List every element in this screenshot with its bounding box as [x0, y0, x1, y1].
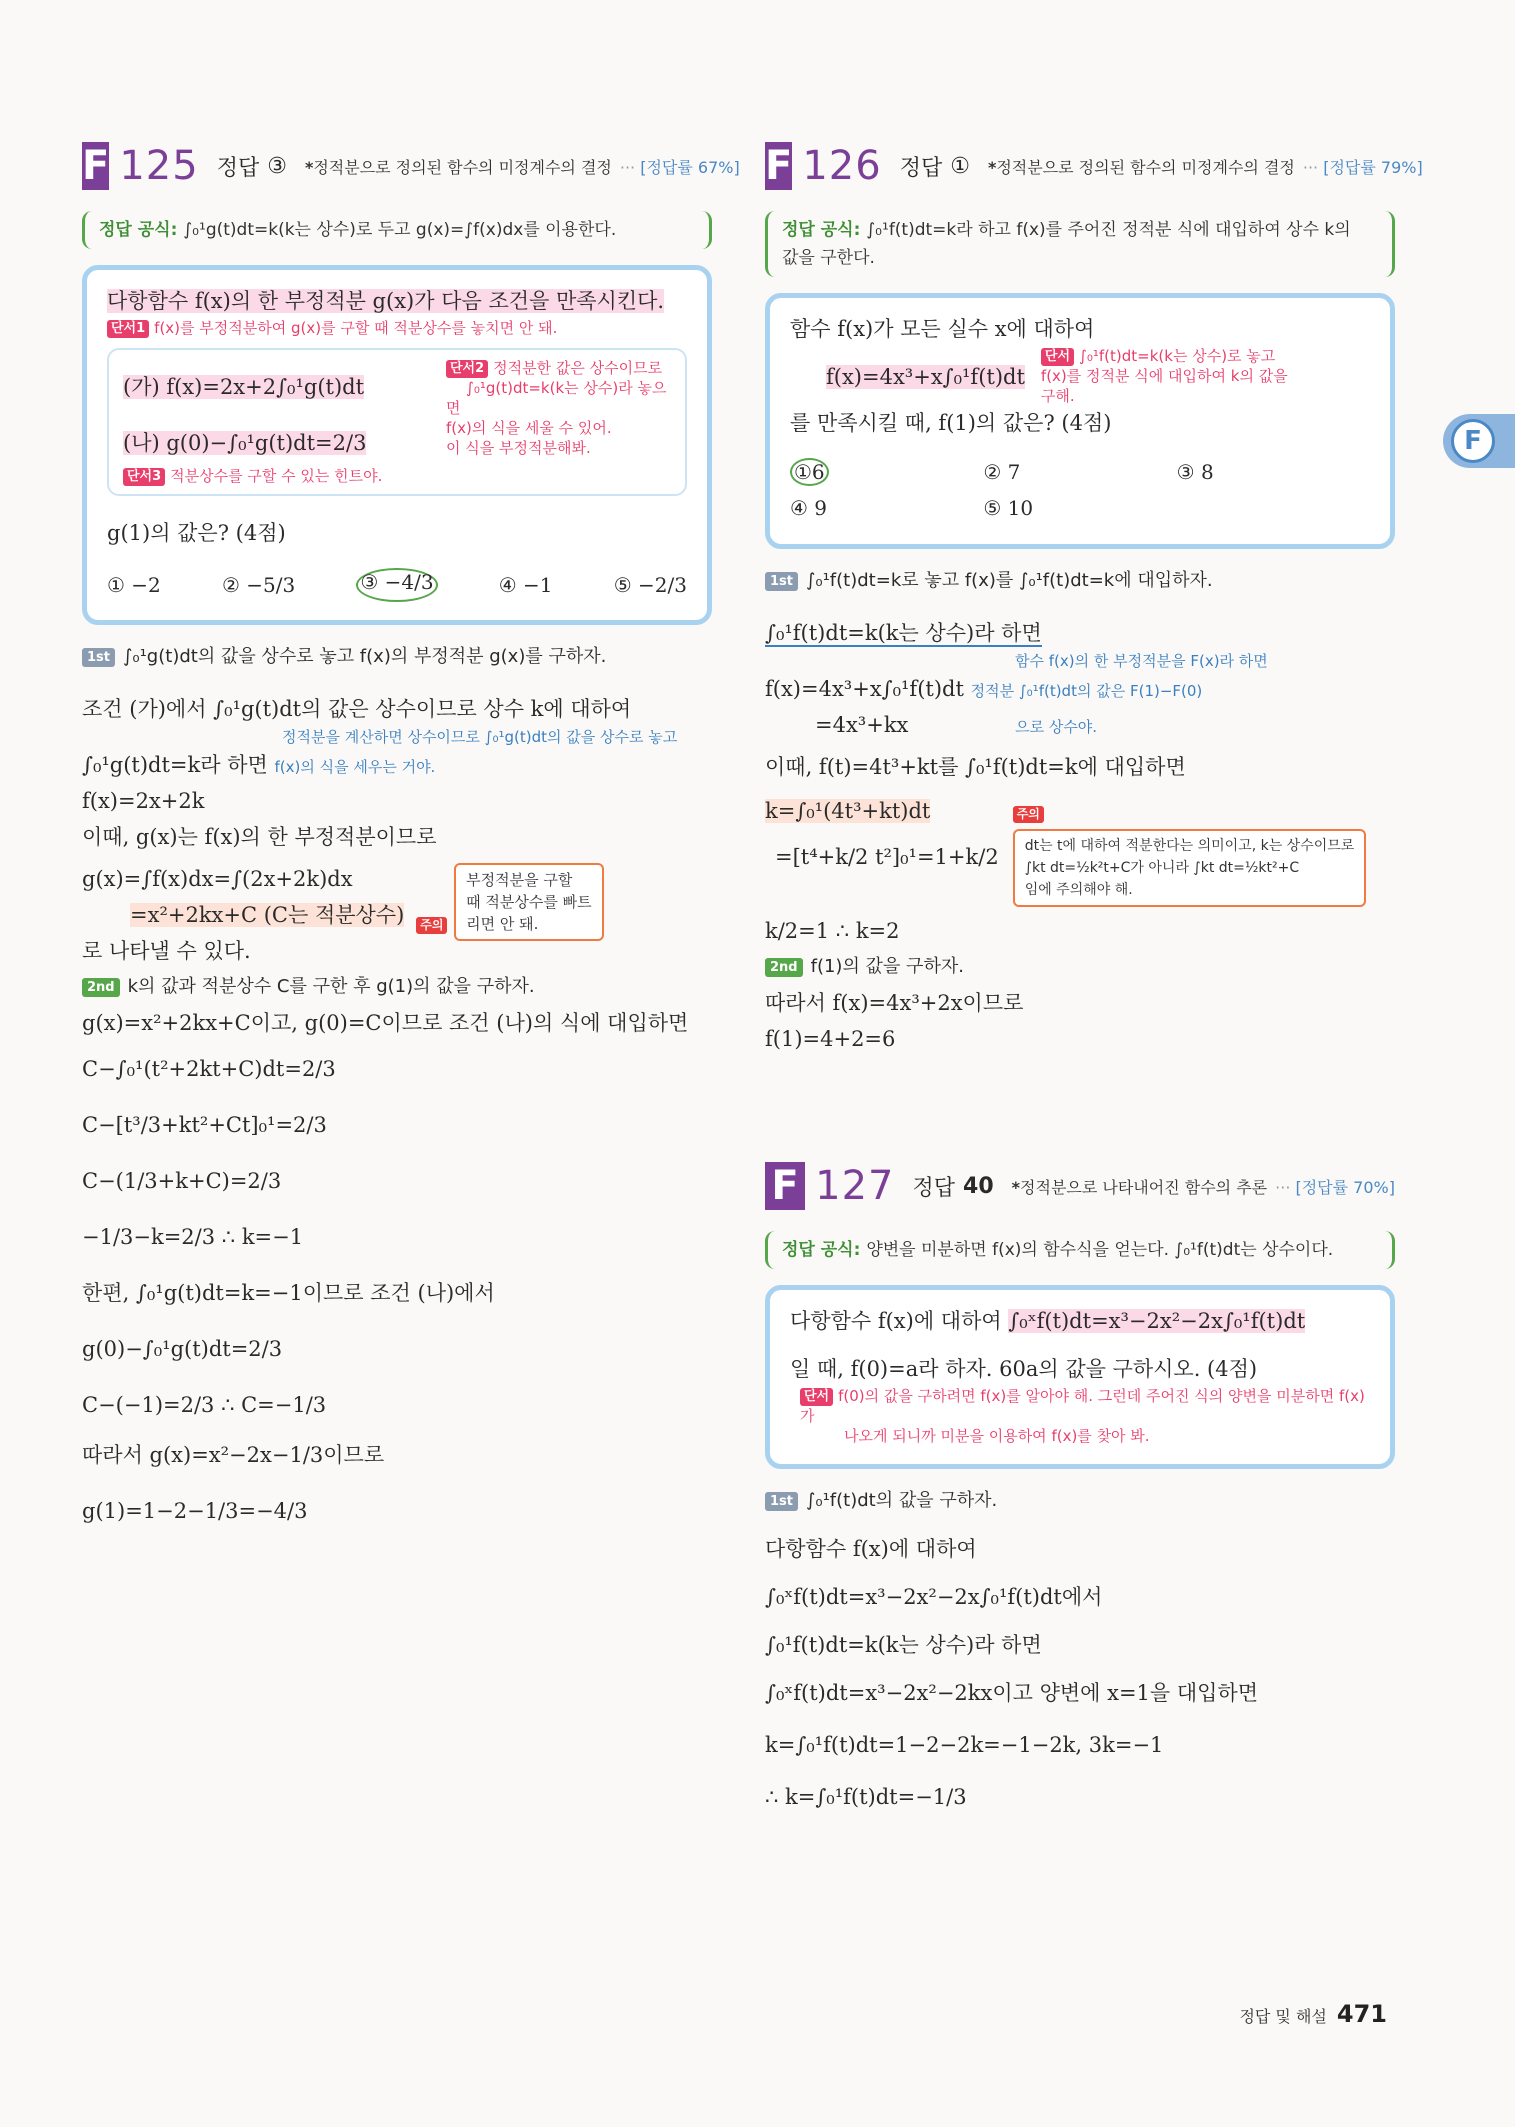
problem-header [765, 135, 1423, 197]
solution: 1st ∫₀¹f(t)dt의 값을 구하자. 다항함수 f(x)에 대하여 ∫₀ˣf(t)dt=x³−2x²−2x∫₀¹f(t)dt에서 ∫₀¹f(t)dt=k(k는 상수)라 하면 ∫₀ˣf(t)dt=x³−2x²−2kx이고 양변에 x=1을 대입하면 k=∫₀¹f(t)dt=1−2−2k=−1−2k, 3k=−1 ∴ k=∫₀¹f(t)dt=−1/3 [765, 1490, 1259, 1809]
question-equation: f(x)=4x³+x∫₀¹f(t)dt [826, 365, 1025, 389]
choice-1[interactable]: ① −2 [107, 573, 161, 597]
question-prompt: g(1)의 값은? (4점) [107, 521, 286, 545]
unit-badge: F [765, 1162, 805, 1210]
problem-number: 125 [119, 143, 199, 189]
footer-text: 정답 및 해설 [1239, 2007, 1327, 2026]
note-1: 정적분을 계산하면 상수이므로 ∫₀¹g(t)dt의 값을 상수로 놓고 [282, 728, 678, 746]
answer-label: 정답 [216, 155, 260, 181]
answer-label: 정답 [912, 1175, 956, 1201]
note-3: 으로 상수야. [1015, 718, 1098, 736]
answer-value: ③ [267, 153, 287, 179]
page-number: 471 [1336, 2000, 1387, 2028]
problem-127 [765, 1155, 1395, 1815]
question-equation: ∫₀ˣf(t)dt=x³−2x²−2x∫₀¹f(t)dt [1008, 1309, 1306, 1333]
step-1: ∫₀¹f(t)dt의 값을 구하자. [806, 1490, 998, 1511]
hint-1: f(x)를 부정적분하여 g(x)를 구할 때 적분상수를 놓치면 안 돼. [154, 319, 558, 337]
question-text: 다항함수 f(x)의 한 부정적분 g(x)가 다음 조건을 만족시킨다. [107, 289, 665, 313]
note-2: f(x)의 식을 세우는 거야. [274, 758, 436, 776]
unit-badge: F [82, 143, 110, 189]
hint: 단서 ∫₀¹f(t)dt=k(k는 상수)로 놓고 f(x)를 정적분 식에 대입하여 k의 값을 구해. [1040, 347, 1288, 405]
choice-4[interactable]: ④ −1 [498, 573, 553, 597]
page-footer [1239, 2000, 1387, 2028]
question-prompt: 를 만족시킬 때, f(1)의 값은? (4점) [790, 411, 1112, 435]
answer-value: 40 [963, 1173, 994, 1199]
question-box: 다항함수 f(x)의 한 부정적분 g(x)가 다음 조건을 만족시킨다. 단서1 f(x)를 부정적분하여 g(x)를 구할 때 적분상수를 놓치면 안 돼. (가) f(x)=2x+2∫₀¹g(t)dt (나) g(0)−∫₀¹g(t)dt=2/3 단서2 정적분한 값은 상수이므로 ∫₀¹g(t)dt=k(k는 상수)라 놓으면 f(x)의 식을 세울 수 있어. 이 식을 부정적분해봐. 단서3 적분상수를 구할 수 있는 힌트야. g(1)의 값은? (4점) ① −2 ② −5/3 ③ −4/3 ④ −1 ⑤ −2/3 [82, 265, 712, 625]
note-1: 함수 f(x)의 한 부정적분을 F(x)라 하면 [1015, 652, 1268, 670]
note-2: 정적분 ∫₀¹f(t)dt의 값은 F(1)−F(0) [970, 682, 1203, 700]
hint-3: 적분상수를 구할 수 있는 힌트야. [170, 467, 383, 485]
choice-3[interactable]: ③ 8 [1176, 460, 1214, 484]
answer-formula: 정답 공식: ∫₀¹g(t)dt=k(k는 상수)로 두고 g(x)=∫f(x)dx를 이용한다. [82, 211, 712, 249]
condition-b: (나) g(0)−∫₀¹g(t)dt=2/3 [123, 431, 367, 455]
choice-4[interactable]: ④ 9 [790, 496, 828, 520]
step-2: k의 값과 적분상수 C를 구한 후 g(1)의 값을 구하자. [127, 976, 535, 997]
topic: *정적분으로 정의된 함수의 미정계수의 결정 [304, 157, 612, 177]
hint-2: 단서2 정적분한 값은 상수이므로 ∫₀¹g(t)dt=k(k는 상수)라 놓으면 f(x)의 식을 세울 수 있어. 이 식을 부정적분해봐. [446, 359, 667, 457]
correct-rate: ··· [정답률 70%] [1275, 1177, 1395, 1197]
choice-2[interactable]: ② −5/3 [221, 573, 296, 597]
correct-rate: ··· [정답률 79%] [1302, 157, 1423, 177]
caution-box: dt는 t에 대하여 적분한다는 의미이고, k는 상수이므로 ∫kt dt=½k²t+C가 아니라 ∫kt dt=½kt²+C 임에 주의해야 해. [1013, 829, 1367, 907]
answer-value: ① [950, 153, 970, 179]
topic: *정적분으로 정의된 함수의 미정계수의 결정 [987, 157, 1295, 177]
choice-1[interactable]: ①6 [790, 458, 829, 486]
step-2: f(1)의 값을 구하자. [810, 956, 964, 977]
problem-126 [765, 135, 1423, 1815]
question-text: 함수 f(x)가 모든 실수 x에 대하여 [790, 317, 1095, 341]
choice-3[interactable]: ③ −4/3 [356, 568, 437, 602]
choice-2[interactable]: ② 7 [983, 460, 1021, 484]
section-tab[interactable] [1443, 414, 1515, 468]
answer-formula: 정답 공식: ∫₀¹f(t)dt=k라 하고 f(x)를 주어진 정적분 식에 대입하여 상수 k의 값을 구한다. [765, 211, 1395, 277]
choices [790, 454, 1370, 526]
section-tab-label: F [1451, 419, 1495, 463]
topic: *정적분으로 나타내어진 함수의 추론 [1011, 1177, 1268, 1197]
choice-5[interactable]: ⑤ −2/3 [613, 573, 687, 597]
conditions-box: (가) f(x)=2x+2∫₀¹g(t)dt (나) g(0)−∫₀¹g(t)dt=2/3 단서2 정적분한 값은 상수이므로 ∫₀¹g(t)dt=k(k는 상수)라 놓으면 f(x)의 식을 세울 수 있어. 이 식을 부정적분해봐. 단서3 적분상수를 구할 수 있는 힌트야. [107, 348, 687, 496]
step-1: ∫₀¹g(t)dt의 값을 상수로 놓고 f(x)의 부정적분 g(x)를 구하자. [123, 646, 607, 667]
question-prompt: 일 때, f(0)=a라 하자. 60a의 값을 구하시오. (4점) [790, 1357, 1258, 1381]
answer-formula: 정답 공식: 양변을 미분하면 f(x)의 함수식을 얻는다. ∫₀¹f(t)dt는 상수이다. [765, 1231, 1395, 1269]
solution: 1st ∫₀¹g(t)dt의 값을 상수로 놓고 f(x)의 부정적분 g(x)를 구하자. 조건 (가)에서 ∫₀¹g(t)dt의 값은 상수이므로 상수 k에 대하여 정적분을 계산하면 상수이므로 ∫₀¹g(t)dt의 값을 상수로 놓고 ∫₀¹g(t)dt=k라 하면 f(x)의 식을 세우는 거야. f(x)=2x+2k 이때, g(x)는 f(x)의 한 부정적분이므로 g(x)=∫f(x)dx=∫(2x+2k)dx =x²+2kx+C (C는 적분상수) 로 나타낼 수 있다. 주의 부정적분을 구할 때 적분상수를 빠트 리면 안 돼. 2nd k의 값과 적분상수 C를 구한 후 g(1)의 값을 구하자. g(x)=x²+2kx+C이고, g(0)=C이므로 조건 (나)의 식에 대입하면 C−∫₀¹(t²+2kt+C)dt=2/3 C−[t³/3+kt²+Ct]₀¹=2/3 C−(1/3+k+C)=2/3 −1/3−k=2/3 ∴ k=−1 한편, ∫₀¹g(t)dt=k=−1이므로 조건 (나)에서 g(0)−∫₀¹g(t)dt=2/3 C−(−1)=2/3 ∴ C=−1/3 따라서 g(x)=x²−2x−1/3이므로 g(1)=1−2−1/3=−4/3 [82, 639, 712, 1529]
caution-tag: 주의 [416, 917, 447, 934]
problem-number: 126 [802, 143, 882, 189]
choice-5[interactable]: ⑤ 10 [983, 496, 1034, 520]
choices [107, 568, 687, 602]
caution-box: 부정적분을 구할 때 적분상수를 빠트 리면 안 돼. [454, 863, 603, 941]
question-box [765, 1285, 1395, 1469]
unit-badge: F [765, 143, 793, 189]
caution-tag: 주의 [1013, 806, 1044, 823]
correct-rate: ··· [정답률 67%] [619, 157, 740, 177]
condition-a: (가) f(x)=2x+2∫₀¹g(t)dt [123, 375, 365, 399]
hint: 단서 f(0)의 값을 구하려면 f(x)를 알아야 해. 그런데 주어진 식의 양변을 미분하면 f(x)가 나오게 되니까 미분을 이용하여 f(x)를 찾아 봐. [800, 1387, 1365, 1445]
problem-number: 127 [815, 1163, 895, 1209]
step-1: ∫₀¹f(t)dt=k로 놓고 f(x)를 ∫₀¹f(t)dt=k에 대입하자. [806, 570, 1213, 591]
problem-125 [82, 135, 740, 1529]
solution: 1st ∫₀¹f(t)dt=k로 놓고 f(x)를 ∫₀¹f(t)dt=k에 대입하자. ∫₀¹f(t)dt=k(k는 상수)라 하면 함수 f(x)의 한 부정적분을 F(x)라 하면 f(x)=4x³+x∫₀¹f(t)dt 정적분 ∫₀¹f(t)dt의 값은 F(1)−F(0) =4x³+kx 으로 상수야. 이때, f(t)=4t³+kt를 ∫₀¹f(t)dt=k에 대입하면 k=∫₀¹(4t³+kt)dt =[t⁴+k/2 t²]₀¹=1+k/2 주의 dt는 t에 대하여 적분한다는 의미이고, k는 상수이므로 ∫kt dt=½k²t+C가 아니라 ∫kt dt=½kt²+C 임에 주의해야 해. k/2=1 ∴ k=2 2nd f(1)의 값을 구하자. 따라서 f(x)=4x³+2x이므로 f(1)=4+2=6 [765, 563, 1395, 1057]
problem-header [765, 1155, 1395, 1217]
question-box [765, 293, 1395, 549]
answer-label: 정답 [899, 155, 943, 181]
problem-header [82, 135, 740, 197]
question-text: 다항함수 f(x)에 대하여 [790, 1309, 1002, 1333]
